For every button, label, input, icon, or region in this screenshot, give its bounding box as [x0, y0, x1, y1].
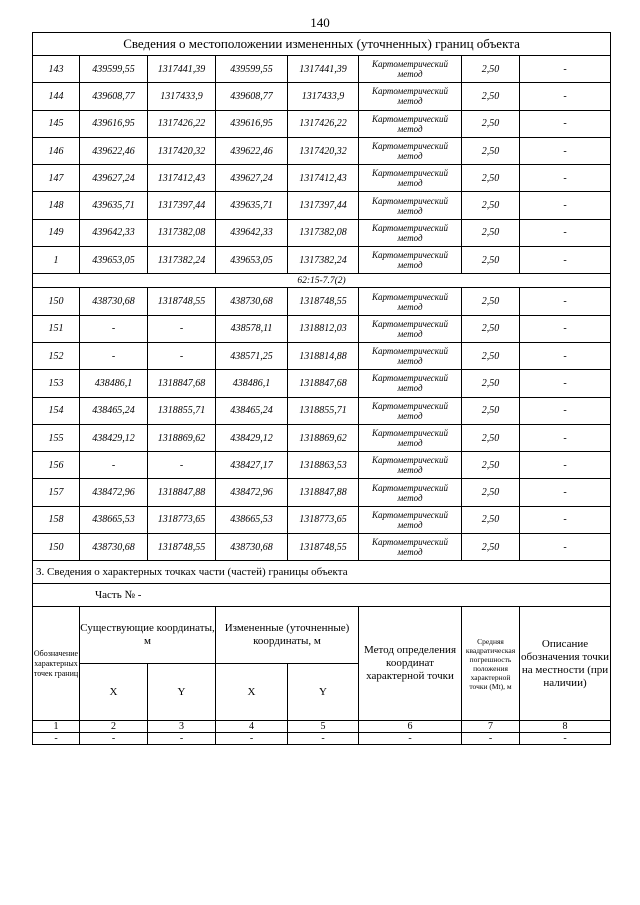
- table-cell: 1317426,22: [148, 110, 216, 137]
- table-cell: 1: [33, 247, 80, 274]
- method-cell: Картометрический метод: [359, 192, 462, 219]
- method-cell: Картометрический метод: [359, 424, 462, 451]
- table-cell: -: [148, 733, 216, 745]
- table-cell: 1318847,68: [148, 370, 216, 397]
- header-method: Метод определения координат характерной точки: [359, 607, 462, 721]
- table-cell: -: [520, 397, 611, 424]
- table-cell: 1318855,71: [148, 397, 216, 424]
- table-cell: 439642,33: [80, 219, 148, 246]
- table-cell: 1318748,55: [148, 288, 216, 315]
- table-cell: 439653,05: [80, 247, 148, 274]
- table-cell: -: [520, 137, 611, 164]
- table-cell: -: [520, 534, 611, 561]
- header-point-designation: Обозначение характерных точек границ: [33, 607, 80, 721]
- table-row: [33, 424, 611, 451]
- method-cell: Картометрический метод: [359, 83, 462, 110]
- method-cell: Картометрический метод: [359, 56, 462, 83]
- header-x-existing: X: [80, 664, 148, 721]
- table-row: [33, 247, 611, 274]
- table-cell: 1318847,88: [288, 479, 359, 506]
- table-cell: 438578,11: [216, 315, 288, 342]
- method-cell: Картометрический метод: [359, 452, 462, 479]
- header-changed-coords: Измененные (уточненные) координаты, м: [216, 607, 359, 664]
- table-cell: 439599,55: [216, 56, 288, 83]
- table-cell: 6: [359, 721, 462, 733]
- table-cell: 1317420,32: [148, 137, 216, 164]
- table-cell: 2,50: [462, 56, 520, 83]
- table-cell: 438429,12: [216, 424, 288, 451]
- table-cell: 2,50: [462, 165, 520, 192]
- method-cell: Картометрический метод: [359, 506, 462, 533]
- table-cell: 1318814,88: [288, 342, 359, 369]
- table-cell: 152: [33, 342, 80, 369]
- method-cell: Картометрический метод: [359, 534, 462, 561]
- table-row: [33, 56, 611, 83]
- table-cell: 438429,12: [80, 424, 148, 451]
- table-cell: -: [80, 733, 148, 745]
- table-row: [33, 219, 611, 246]
- table-cell: 5: [288, 721, 359, 733]
- table-cell: -: [148, 342, 216, 369]
- table-cell: 1318773,65: [148, 506, 216, 533]
- table-cell: 2,50: [462, 534, 520, 561]
- table-cell: -: [33, 733, 80, 745]
- table-cell: 2,50: [462, 424, 520, 451]
- table-cell: 157: [33, 479, 80, 506]
- table-cell: -: [216, 733, 288, 745]
- table-cell: 1318847,88: [148, 479, 216, 506]
- method-cell: Картометрический метод: [359, 288, 462, 315]
- table-cell: 1318863,53: [288, 452, 359, 479]
- table-cell: 4: [216, 721, 288, 733]
- table-cell: 3: [148, 721, 216, 733]
- table-cell: 1318748,55: [288, 534, 359, 561]
- table-cell: 438571,25: [216, 342, 288, 369]
- table-cell: -: [520, 247, 611, 274]
- table-row: [33, 506, 611, 533]
- method-cell: Картометрический метод: [359, 247, 462, 274]
- table-cell: 438486,1: [216, 370, 288, 397]
- table-cell: 438730,68: [216, 534, 288, 561]
- table-cell: 439616,95: [216, 110, 288, 137]
- table-cell: 438730,68: [216, 288, 288, 315]
- table-cell: 439608,77: [216, 83, 288, 110]
- table-cell: 2,50: [462, 110, 520, 137]
- table-cell: -: [520, 288, 611, 315]
- table-cell: 7: [462, 721, 520, 733]
- method-cell: Картометрический метод: [359, 110, 462, 137]
- table-cell: 2,50: [462, 479, 520, 506]
- table-cell: 155: [33, 424, 80, 451]
- table-cell: 438665,53: [80, 506, 148, 533]
- table-cell: 439599,55: [80, 56, 148, 83]
- table-row: [33, 397, 611, 424]
- table-cell: 439622,46: [216, 137, 288, 164]
- table-cell: 2,50: [462, 247, 520, 274]
- table-cell: 1317441,39: [288, 56, 359, 83]
- table-cell: 439627,24: [216, 165, 288, 192]
- table-cell: 2,50: [462, 506, 520, 533]
- table-row: [33, 479, 611, 506]
- header-y-existing: Y: [148, 664, 216, 721]
- table-cell: 1318869,62: [148, 424, 216, 451]
- table-cell: 1317420,32: [288, 137, 359, 164]
- table-cell: 147: [33, 165, 80, 192]
- table-cell: 438472,96: [80, 479, 148, 506]
- table-row: [33, 288, 611, 315]
- table-cell: 1318748,55: [288, 288, 359, 315]
- table-cell: 1318812,03: [288, 315, 359, 342]
- subheader-row: [33, 274, 611, 288]
- table-cell: 1317412,43: [148, 165, 216, 192]
- table-cell: -: [520, 452, 611, 479]
- part-label: Часть № -: [33, 584, 611, 607]
- method-cell: Картометрический метод: [359, 137, 462, 164]
- table-cell: -: [520, 110, 611, 137]
- table-cell: 1317382,24: [288, 247, 359, 274]
- table-cell: 1317382,08: [148, 219, 216, 246]
- table-cell: -: [520, 219, 611, 246]
- table-cell: 1317426,22: [288, 110, 359, 137]
- table-cell: 143: [33, 56, 80, 83]
- table-cell: 8: [520, 721, 611, 733]
- parcel-subheader: 62:15-7.7(2): [33, 274, 611, 288]
- table-cell: -: [359, 733, 462, 745]
- table-cell: 1317397,44: [148, 192, 216, 219]
- header-existing-coords: Существующие координаты, м: [80, 607, 216, 664]
- table-cell: 144: [33, 83, 80, 110]
- table-cell: 2: [80, 721, 148, 733]
- table-cell: 1318855,71: [288, 397, 359, 424]
- table-row: [33, 315, 611, 342]
- table-cell: 439627,24: [80, 165, 148, 192]
- method-cell: Картометрический метод: [359, 315, 462, 342]
- header-accuracy: Средняя квадратическая погрешность положения характерной точки (Mt), м: [462, 607, 520, 721]
- method-cell: Картометрический метод: [359, 397, 462, 424]
- table-title-row: [33, 33, 611, 56]
- table-cell: -: [520, 479, 611, 506]
- table-cell: 439622,46: [80, 137, 148, 164]
- table-cell: 438472,96: [216, 479, 288, 506]
- table-cell: 2,50: [462, 370, 520, 397]
- column-number-row: [33, 721, 611, 733]
- table-title: Сведения о местоположении измененных (уточненных) границ объекта: [33, 33, 611, 56]
- table-row: [33, 370, 611, 397]
- header-description: Описание обозначения точки на местности (при наличии): [520, 607, 611, 721]
- table-cell: 1318869,62: [288, 424, 359, 451]
- table-cell: -: [520, 315, 611, 342]
- table-cell: 150: [33, 534, 80, 561]
- table-cell: 158: [33, 506, 80, 533]
- method-cell: Картометрический метод: [359, 342, 462, 369]
- table-row: [33, 342, 611, 369]
- table-cell: -: [462, 733, 520, 745]
- table-cell: 2,50: [462, 219, 520, 246]
- table-cell: 1317397,44: [288, 192, 359, 219]
- section3-title: 3. Сведения о характерных точках части (частей) границы объекта: [33, 561, 611, 584]
- table-row: [33, 110, 611, 137]
- boundary-table: [32, 32, 611, 745]
- table-cell: 2,50: [462, 342, 520, 369]
- table-cell: -: [288, 733, 359, 745]
- table-cell: -: [80, 452, 148, 479]
- table-cell: 156: [33, 452, 80, 479]
- table-cell: -: [520, 83, 611, 110]
- table-cell: -: [80, 315, 148, 342]
- table-cell: 439635,71: [80, 192, 148, 219]
- table-cell: 2,50: [462, 137, 520, 164]
- table-cell: -: [520, 733, 611, 745]
- empty-data-row: [33, 733, 611, 745]
- table-row: [33, 452, 611, 479]
- table-row: [33, 165, 611, 192]
- method-cell: Картометрический метод: [359, 479, 462, 506]
- table-cell: 438465,24: [80, 397, 148, 424]
- table-cell: 1318748,55: [148, 534, 216, 561]
- method-cell: Картометрический метод: [359, 370, 462, 397]
- method-cell: Картометрический метод: [359, 165, 462, 192]
- table-cell: -: [148, 452, 216, 479]
- table-cell: -: [80, 342, 148, 369]
- table-cell: 154: [33, 397, 80, 424]
- table-cell: 2,50: [462, 315, 520, 342]
- table-row: [33, 137, 611, 164]
- table-cell: 439642,33: [216, 219, 288, 246]
- table-cell: -: [520, 165, 611, 192]
- table-cell: -: [148, 315, 216, 342]
- table-cell: -: [520, 192, 611, 219]
- table-cell: 2,50: [462, 397, 520, 424]
- table-cell: 146: [33, 137, 80, 164]
- table-cell: 438465,24: [216, 397, 288, 424]
- table-cell: 1317433,9: [288, 83, 359, 110]
- table-cell: 1317433,9: [148, 83, 216, 110]
- table-cell: 438486,1: [80, 370, 148, 397]
- table-cell: 438730,68: [80, 288, 148, 315]
- page-number: 140: [310, 15, 330, 30]
- method-cell: Картометрический метод: [359, 219, 462, 246]
- table-cell: 439616,95: [80, 110, 148, 137]
- table-cell: 1317412,43: [288, 165, 359, 192]
- header-x-changed: X: [216, 664, 288, 721]
- table-cell: 1: [33, 721, 80, 733]
- header-row: [33, 607, 611, 664]
- table-cell: 151: [33, 315, 80, 342]
- table-cell: 1317382,08: [288, 219, 359, 246]
- table-row: [33, 192, 611, 219]
- part-label-row: [33, 584, 611, 607]
- table-cell: 438730,68: [80, 534, 148, 561]
- table-cell: 439635,71: [216, 192, 288, 219]
- table-cell: 148: [33, 192, 80, 219]
- table-row: [33, 534, 611, 561]
- table-cell: 2,50: [462, 452, 520, 479]
- table-cell: 150: [33, 288, 80, 315]
- table-cell: 438665,53: [216, 506, 288, 533]
- table-cell: -: [520, 342, 611, 369]
- table-cell: 1318773,65: [288, 506, 359, 533]
- table-cell: -: [520, 506, 611, 533]
- table-cell: 149: [33, 219, 80, 246]
- table-cell: 153: [33, 370, 80, 397]
- table-cell: 1318847,68: [288, 370, 359, 397]
- table-cell: -: [520, 56, 611, 83]
- table-cell: 2,50: [462, 83, 520, 110]
- table-row: [33, 83, 611, 110]
- header-y-changed: Y: [288, 664, 359, 721]
- table-cell: 145: [33, 110, 80, 137]
- table-cell: 2,50: [462, 288, 520, 315]
- table-cell: 1317441,39: [148, 56, 216, 83]
- table-cell: 2,50: [462, 192, 520, 219]
- table-cell: -: [520, 370, 611, 397]
- table-cell: 439653,05: [216, 247, 288, 274]
- table-cell: 438427,17: [216, 452, 288, 479]
- table-cell: 1317382,24: [148, 247, 216, 274]
- table-cell: 439608,77: [80, 83, 148, 110]
- table-cell: -: [520, 424, 611, 451]
- section3-title-row: [33, 561, 611, 584]
